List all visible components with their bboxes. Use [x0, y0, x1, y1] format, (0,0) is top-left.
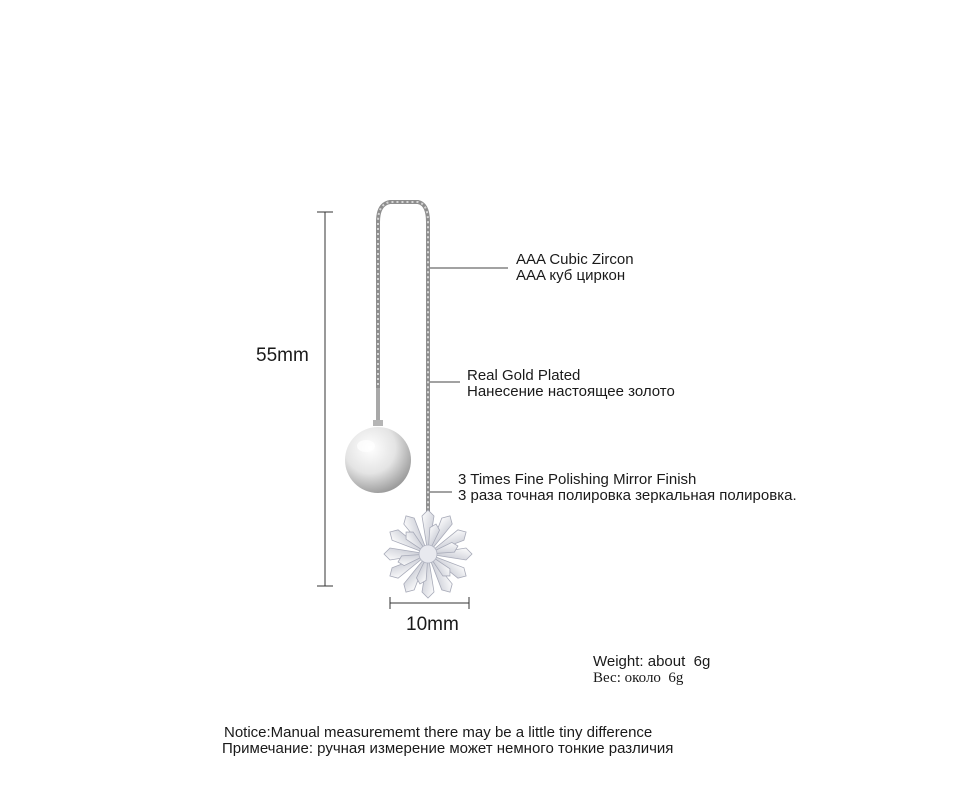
- weight-info: [593, 654, 710, 686]
- callout-polishing: [458, 472, 797, 504]
- notice-ru: Примечание: ручная измерение может немного тонкие различия: [222, 740, 674, 757]
- callout-zircon: [516, 252, 634, 284]
- weight-ru: Вес: около 6g: [593, 670, 684, 686]
- callout-zircon-en: AAA Cubic Zircon: [516, 251, 634, 268]
- pearl: [345, 427, 411, 493]
- notice: [222, 725, 673, 757]
- callout-gold-plated-en: Real Gold Plated: [467, 367, 581, 384]
- callout-polishing-ru: 3 раза точная полировка зеркальная полировка.: [458, 487, 797, 504]
- callout-gold-plated-ru: Нанесение настоящее золото: [467, 383, 675, 400]
- width-dimension-line: [390, 597, 469, 609]
- callout-gold-plated: [467, 368, 675, 400]
- notice-en: Notice:Manual measurememt there may be a little tiny difference: [224, 724, 653, 741]
- crystal-flower-pendant: [384, 510, 472, 598]
- callout-zircon-ru: AAA куб циркон: [516, 267, 626, 284]
- width-label: 10mm: [406, 614, 459, 635]
- height-label: 55mm: [256, 345, 309, 366]
- callout-polishing-en: 3 Times Fine Polishing Mirror Finish: [458, 471, 697, 488]
- pearl-post: [373, 388, 383, 426]
- height-dimension-line: [317, 212, 333, 586]
- weight-en: Weight: about 6g: [593, 653, 711, 670]
